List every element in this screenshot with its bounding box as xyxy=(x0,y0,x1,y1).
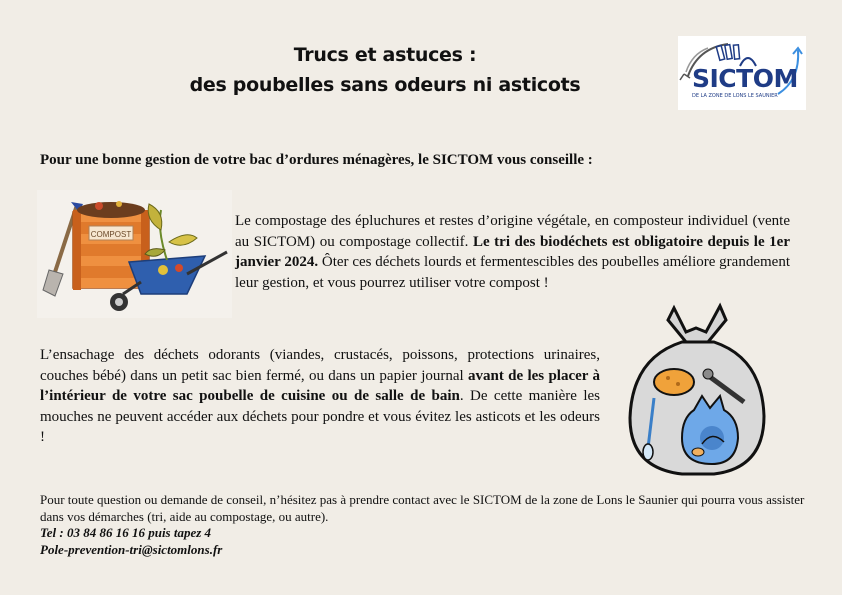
logo-wordmark: SICTOM xyxy=(692,64,798,93)
page-title xyxy=(150,40,620,100)
title-line-1: Trucs et astuces : xyxy=(293,44,477,66)
paragraph-compost-text-b: Ôter ces déchets lourds et fermentescibles des poubelles améliore grandement leur gestion, et vous pourrez utiliser votre compost ! xyxy=(235,254,790,291)
paragraph-bagging-text-b: . De cette manière les mouches ne peuvent accéder aux déchets pour pondre et vous évitez les asticots et les odeurs ! xyxy=(40,388,600,445)
title-line-2: des poubelles sans odeurs ni asticots xyxy=(189,74,581,96)
intro-text: Pour une bonne gestion de votre bac d’ordures ménagères, le SICTOM vous conseille : xyxy=(40,152,593,168)
logo-subtitle: DE LA ZONE DE LONS LE SAUNIER xyxy=(692,93,778,99)
compost-label: COMPOST xyxy=(90,230,132,239)
paragraph-bagging xyxy=(40,345,600,448)
paragraph-compost-bold: Le tri des biodéchets est obligatoire depuis le 1er janvier 2024. xyxy=(235,233,791,270)
paragraph-bagging-bold: avant de les placer à l’intérieur de votre sac poubelle de cuisine ou de salle de bain xyxy=(40,367,600,404)
sictom-logo xyxy=(678,36,806,110)
contact-phone: Tel : 03 84 86 16 16 puis tapez 4 xyxy=(40,525,212,540)
contact-email[interactable]: Pole-prevention-tri@sictomlons.fr xyxy=(40,541,223,557)
compost-illustration-icon xyxy=(37,190,232,318)
paragraph-bagging-text-a: L’ensachage des déchets odorants (viandes, crustacés, poissons, protections urinaires, couches bébé) dans un petit sac bien fermé, ou dans un papier journal xyxy=(40,347,600,384)
paragraph-compost xyxy=(235,211,790,293)
contact-text: Pour toute question ou demande de conseil, n’hésitez pas à prendre contact avec le SICTOM de la zone de Lons le Saunier qui pourra vous assister dans vos démarches (tri, aide au compostage, ou autre). xyxy=(40,492,805,524)
contact-block xyxy=(40,492,810,558)
paragraph-compost-text-a: Le compostage des épluchures et restes d’origine végétale, en composteur individuel (vente au SICTOM) ou compostage collectif. xyxy=(235,213,790,250)
trash-bag-illustration-icon xyxy=(622,298,772,478)
